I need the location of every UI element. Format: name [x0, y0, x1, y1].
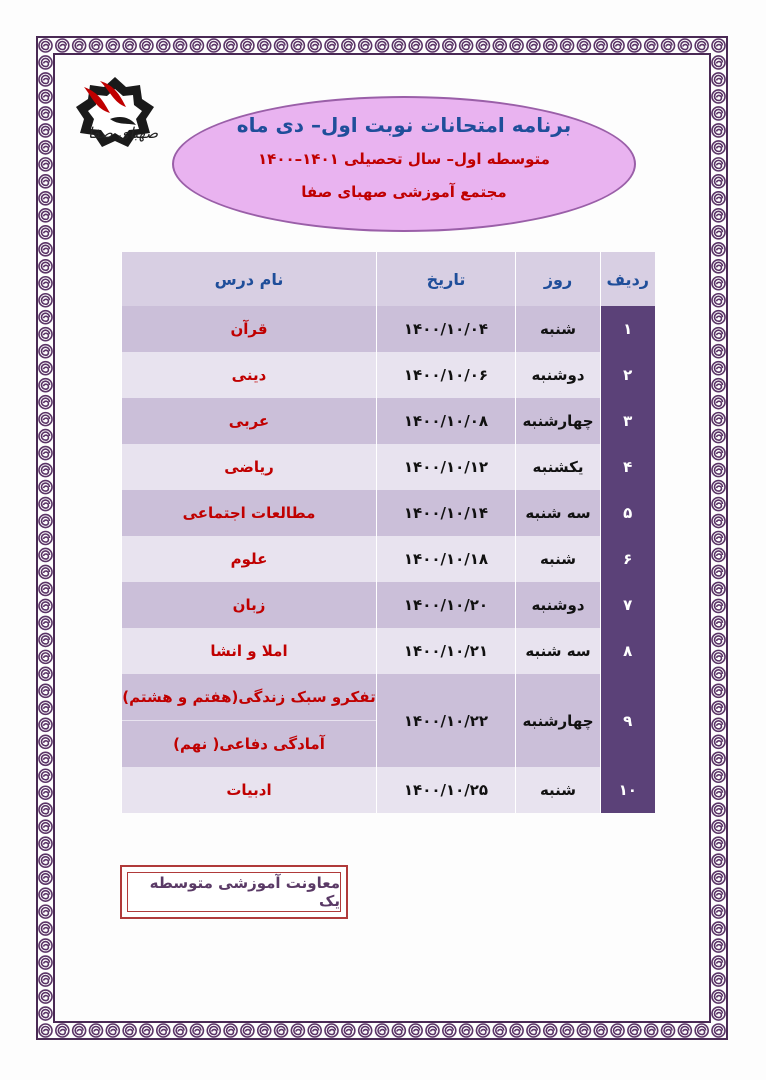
- exam-schedule-table: [121, 252, 655, 813]
- table-row: [122, 444, 655, 490]
- logo-caption: صهبای صفا: [88, 124, 159, 142]
- exam-day: یکشنبه: [516, 444, 601, 490]
- table-row: [122, 582, 655, 628]
- table-row: [122, 767, 655, 813]
- exam-day: چهارشنبه: [516, 398, 601, 444]
- subject-name: دینی: [122, 352, 377, 398]
- grade-year-subtitle: متوسطه اول– سال تحصیلی ۱۴۰۱–۱۴۰۰: [258, 150, 550, 168]
- exam-day: شنبه: [516, 306, 601, 352]
- row-number: ۴: [601, 444, 655, 490]
- exam-date: ۱۴۰۰/۱۰/۲۰: [377, 582, 516, 628]
- subject-name: عربی: [122, 398, 377, 444]
- subject-name: زبان: [122, 582, 377, 628]
- row-number: ۷: [601, 582, 655, 628]
- row-number: ۱: [601, 306, 655, 352]
- row-number: ۱۰: [601, 767, 655, 813]
- table-row: [122, 490, 655, 536]
- table-row: [122, 674, 655, 721]
- exam-date: ۱۴۰۰/۱۰/۱۲: [377, 444, 516, 490]
- subject-name: قرآن: [122, 306, 377, 352]
- exam-date: ۱۴۰۰/۱۰/۱۴: [377, 490, 516, 536]
- exam-date: ۱۴۰۰/۱۰/۰۸: [377, 398, 516, 444]
- exam-day: سه شنبه: [516, 490, 601, 536]
- school-logo: [70, 75, 160, 155]
- exam-day: سه شنبه: [516, 628, 601, 674]
- subject-name: تفکرو سبک زندگی(هفتم و هشتم): [122, 674, 377, 721]
- signature-text: معاونت آموزشی متوسطه یک: [127, 872, 341, 912]
- school-name: مجتمع آموزشی صهبای صفا: [301, 183, 507, 201]
- exam-date: ۱۴۰۰/۱۰/۲۵: [377, 767, 516, 813]
- table-row: [122, 352, 655, 398]
- subject-name: علوم: [122, 536, 377, 582]
- table-row: [122, 306, 655, 352]
- page-title: برنامه امتحانات نوبت اول– دی ماه: [236, 113, 572, 137]
- subject-name: ریاضی: [122, 444, 377, 490]
- exam-date: ۱۴۰۰/۱۰/۰۶: [377, 352, 516, 398]
- table-row: [122, 536, 655, 582]
- subject-name: ادبیات: [122, 767, 377, 813]
- exam-date: ۱۴۰۰/۱۰/۱۸: [377, 536, 516, 582]
- table-header-row: [122, 252, 655, 306]
- row-number: ۳: [601, 398, 655, 444]
- subject-name: املا و انشا: [122, 628, 377, 674]
- row-number: ۵: [601, 490, 655, 536]
- exam-day: چهارشنبه: [516, 674, 601, 767]
- table-row: [122, 398, 655, 444]
- column-header-subject: نام درس: [122, 252, 377, 306]
- column-header-day: روز: [516, 252, 601, 306]
- subject-name-secondary: آمادگی دفاعی( نهم): [122, 721, 377, 768]
- column-header-date: تاریخ: [377, 252, 516, 306]
- row-number: ۸: [601, 628, 655, 674]
- exam-day: شنبه: [516, 767, 601, 813]
- row-number: ۶: [601, 536, 655, 582]
- table-row: [122, 628, 655, 674]
- exam-date: ۱۴۰۰/۱۰/۰۴: [377, 306, 516, 352]
- exam-day: شنبه: [516, 536, 601, 582]
- row-number: ۲: [601, 352, 655, 398]
- exam-day: دوشنبه: [516, 582, 601, 628]
- signature-box: [120, 865, 348, 919]
- exam-date: ۱۴۰۰/۱۰/۲۱: [377, 628, 516, 674]
- subject-name: مطالعات اجتماعی: [122, 490, 377, 536]
- exam-date: ۱۴۰۰/۱۰/۲۲: [377, 674, 516, 767]
- column-header-row-number: ردیف: [601, 252, 655, 306]
- row-number: ۹: [601, 674, 655, 767]
- exam-day: دوشنبه: [516, 352, 601, 398]
